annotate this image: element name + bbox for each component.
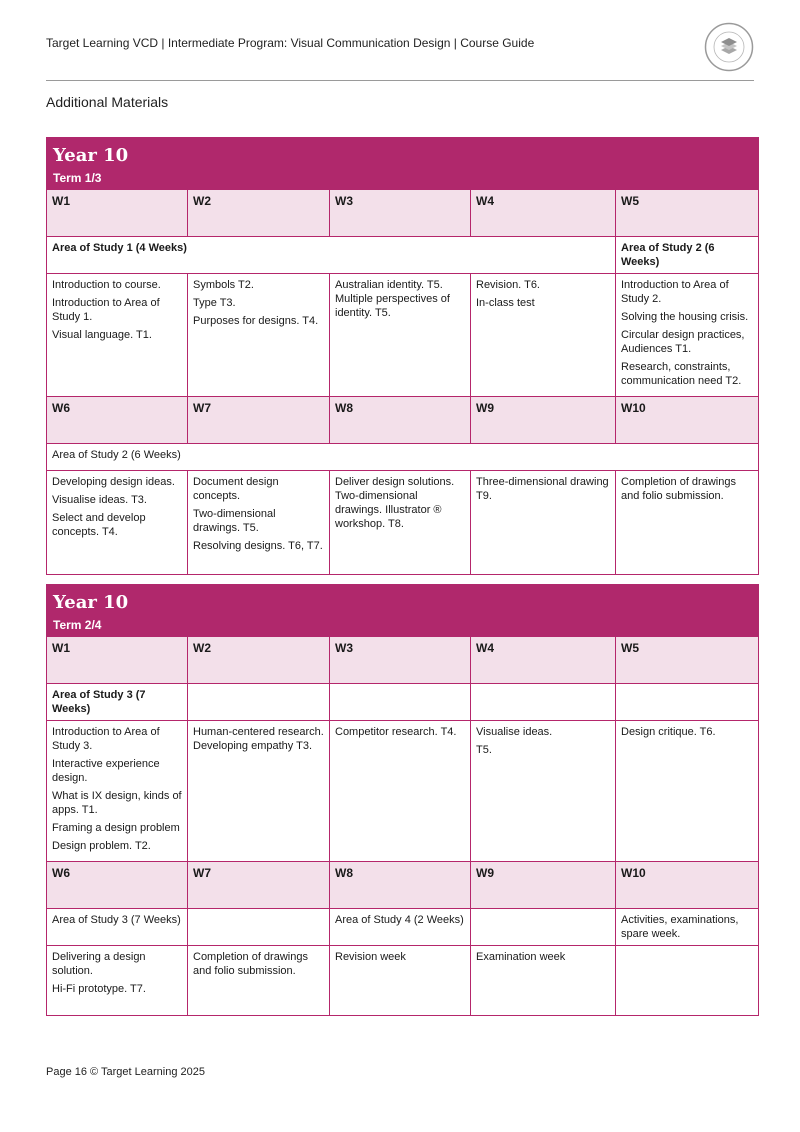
content-line: Framing a design problem	[52, 822, 180, 834]
content-line: Two-dimensional drawings. T5.	[193, 508, 276, 534]
content-line: Deliver design solutions. Two-dimensional drawings. Illustrator ® workshop. T8.	[335, 476, 455, 530]
content-line: Document design concepts.	[193, 476, 279, 502]
week-header: W6	[47, 862, 188, 909]
content-line: Introduction to course.	[52, 279, 161, 291]
area-of-study-cell	[188, 909, 330, 946]
content-line: Completion of drawings and folio submission.	[621, 476, 736, 502]
content-line: Human-centered research. Developing empathy T3.	[193, 726, 324, 752]
week-header: W2	[188, 637, 330, 684]
content-cell	[616, 471, 759, 575]
content-cell	[616, 721, 759, 862]
term-banner	[47, 138, 759, 190]
term-table-1	[46, 137, 759, 575]
week-header: W9	[471, 862, 616, 909]
week-header: W5	[616, 637, 759, 684]
area-of-study-cell: Area of Study 3 (7 Weeks)	[47, 684, 188, 721]
content-cell	[471, 274, 616, 397]
area-of-study-cell	[616, 684, 759, 721]
content-line: Three-dimensional drawing T9.	[476, 476, 609, 502]
term-label: Term 1/3	[53, 171, 102, 185]
content-line: Completion of drawings and folio submission.	[193, 951, 308, 977]
content-line: Delivering a design solution.	[52, 951, 146, 977]
area-of-study-cell: Area of Study 2 (6 Weeks)	[616, 237, 759, 274]
content-line: What is IX design, kinds of apps. T1.	[52, 790, 182, 816]
week-header: W2	[188, 190, 330, 237]
content-line: Visual language. T1.	[52, 329, 152, 341]
content-cell	[616, 946, 759, 1016]
content-line: T5.	[476, 744, 492, 756]
week-header: W1	[47, 190, 188, 237]
content-cell	[47, 946, 188, 1016]
week-header: W8	[330, 862, 471, 909]
area-of-study-cell: Area of Study 1 (4 Weeks)	[47, 237, 616, 274]
content-cell	[188, 721, 330, 862]
content-cell	[330, 721, 471, 862]
term-table-2	[46, 584, 759, 1016]
page-header-title: Target Learning VCD | Intermediate Program: Visual Communication Design | Course Guide	[46, 36, 535, 50]
content-cell	[471, 946, 616, 1016]
content-line: Introduction to Area of Study 1.	[52, 297, 160, 323]
week-header: W10	[616, 397, 759, 444]
content-line: Revision. T6.	[476, 279, 540, 291]
content-cell	[330, 471, 471, 575]
area-of-study-cell	[471, 909, 616, 946]
content-line: Competitor research. T4.	[335, 726, 457, 738]
content-line: Design problem. T2.	[52, 840, 151, 852]
content-cell	[47, 471, 188, 575]
week-header: W9	[471, 397, 616, 444]
content-cell	[47, 274, 188, 397]
content-cell	[330, 274, 471, 397]
area-of-study-cell	[188, 684, 330, 721]
week-header: W10	[616, 862, 759, 909]
week-header: W7	[188, 862, 330, 909]
page-footer: Page 16 © Target Learning 2025	[46, 1066, 205, 1078]
content-line: Introduction to Area of Study 2.	[621, 279, 729, 305]
area-of-study-cell	[330, 684, 471, 721]
content-cell	[471, 721, 616, 862]
content-line: Design critique. T6.	[621, 726, 716, 738]
week-header: W1	[47, 637, 188, 684]
target-learning-logo	[704, 22, 754, 72]
area-of-study-cell: Activities, examinations, spare week.	[616, 909, 759, 946]
content-line: Revision week	[335, 951, 406, 963]
content-cell	[471, 471, 616, 575]
area-of-study-cell	[471, 684, 616, 721]
week-header: W7	[188, 397, 330, 444]
term-banner	[47, 585, 759, 637]
content-line: Australian identity. T5. Multiple perspectives of identity. T5.	[335, 279, 450, 319]
content-cell	[188, 274, 330, 397]
header-divider	[46, 80, 754, 81]
week-header: W3	[330, 637, 471, 684]
content-line: In-class test	[476, 297, 535, 309]
content-line: Resolving designs. T6, T7.	[193, 540, 323, 552]
content-line: Type T3.	[193, 297, 236, 309]
year-heading: Year 10	[53, 145, 129, 166]
content-line: Developing design ideas.	[52, 476, 175, 488]
area-of-study-cell: Area of Study 3 (7 Weeks)	[47, 909, 188, 946]
week-header: W6	[47, 397, 188, 444]
content-line: Visualise ideas.	[476, 726, 553, 738]
week-header: W4	[471, 190, 616, 237]
year-heading: Year 10	[53, 592, 129, 613]
week-header: W8	[330, 397, 471, 444]
content-line: Symbols T2.	[193, 279, 254, 291]
week-header: W5	[616, 190, 759, 237]
content-line: Purposes for designs. T4.	[193, 315, 319, 327]
content-line: Examination week	[476, 951, 566, 963]
section-title: Additional Materials	[46, 94, 169, 110]
content-line: Select and develop concepts. T4.	[52, 512, 146, 538]
content-cell	[616, 274, 759, 397]
content-line: Research, constraints, communication need T2.	[621, 361, 742, 387]
week-header: W4	[471, 637, 616, 684]
week-header: W3	[330, 190, 471, 237]
content-line: Hi-Fi prototype. T7.	[52, 983, 146, 995]
content-cell	[330, 946, 471, 1016]
content-cell	[188, 946, 330, 1016]
term-label: Term 2/4	[53, 618, 102, 632]
content-line: Solving the housing crisis.	[621, 311, 749, 323]
area-of-study-cell: Area of Study 2 (6 Weeks)	[47, 444, 759, 471]
content-line: Visualise ideas. T3.	[52, 494, 147, 506]
content-cell	[188, 471, 330, 575]
area-of-study-cell: Area of Study 4 (2 Weeks)	[330, 909, 471, 946]
content-cell	[47, 721, 188, 862]
content-line: Circular design practices, Audiences T1.	[621, 329, 745, 355]
content-line: Introduction to Area of Study 3.	[52, 726, 160, 752]
content-line: Interactive experience design.	[52, 758, 160, 784]
